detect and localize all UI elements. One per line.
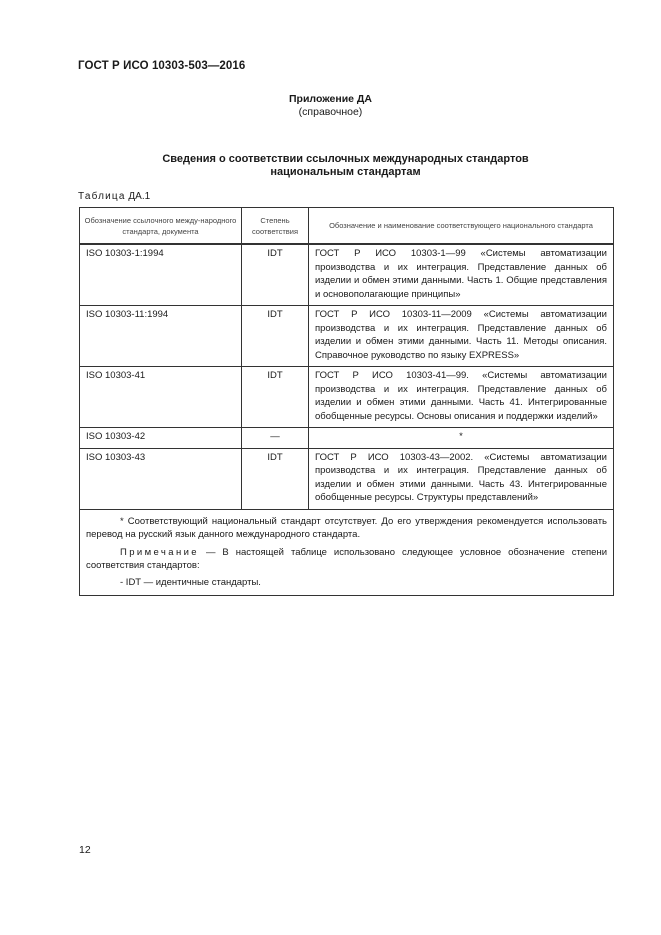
section-title xyxy=(0,153,661,179)
table-footer-row xyxy=(80,509,614,595)
degree-cell: IDT xyxy=(242,448,309,509)
note-list-item: - IDT — идентичные стандарты. xyxy=(120,576,261,588)
table-row xyxy=(80,367,614,428)
appendix-title: Приложение ДА xyxy=(289,93,372,105)
appendix-heading xyxy=(0,93,661,119)
note-text: — В настоящей таблице использовано следующее условное обозначение степени соответствия стандартов: xyxy=(86,546,607,571)
correspondence-table xyxy=(79,207,614,596)
national-standard-cell: ГОСТ Р ИСО 10303-43—2002. «Системы автоматизации производства и их интеграция. Представление данных об изделии и обмен этими данными. Часть 43. Интегрированные обобщенные ресурсы. Структуры представлений» xyxy=(309,448,614,509)
section-title-line2: национальным стандартам xyxy=(270,166,421,178)
footnote: * Соответствующий национальный стандарт отсутствует. До его утверждения рекомендуется использовать перевод на русский язык данного международного стандарта. xyxy=(86,515,607,540)
note-label: Примечание xyxy=(120,546,199,558)
header-ref-standard-label: Обозначение ссылочного междy-народного стандарта, документа xyxy=(84,215,237,236)
note xyxy=(86,546,607,572)
page-number: 12 xyxy=(79,844,91,856)
header-ref-standard xyxy=(80,208,242,245)
national-standard-cell: ГОСТ Р ИСО 10303-1—99 «Системы автоматизации производства и их интеграция. Представление данных об изделии и обмен этими данными. Часть 1. Общие представления и основополагающие принципы» xyxy=(309,244,614,306)
ref-standard-cell: ISO 10303-42 xyxy=(80,428,242,449)
degree-cell: — xyxy=(242,428,309,449)
table-header-row xyxy=(80,208,614,245)
table-footer xyxy=(80,509,614,595)
table-row xyxy=(80,448,614,509)
ref-standard-cell: ISO 10303-1:1994 xyxy=(80,244,242,306)
document-designation: ГОСТ Р ИСО 10303-503—2016 xyxy=(78,60,246,72)
header-degree xyxy=(242,208,309,245)
table-row xyxy=(80,244,614,306)
table-caption-number: ДА.1 xyxy=(125,191,151,202)
table-caption-word: Таблица xyxy=(78,191,126,202)
header-national-standard xyxy=(309,208,614,245)
table-row xyxy=(80,306,614,367)
table-caption xyxy=(78,191,150,202)
national-standard-cell: ГОСТ Р ИСО 10303-41—99. «Системы автоматизации производства и их интеграция. Представление данных об изделии и обмен этими данными. Часть 41. Интегрированные обобщенные ресурсы. Основы описания и поддержки изделий» xyxy=(309,367,614,428)
table-row xyxy=(80,428,614,449)
degree-cell: IDT xyxy=(242,306,309,367)
header-national-standard-label: Обозначение и наименование соответствующего национального стандарта xyxy=(329,221,593,230)
section-title-line1: Сведения о соответствии ссылочных международных стандартов xyxy=(162,153,529,165)
ref-standard-cell: ISO 10303-11:1994 xyxy=(80,306,242,367)
national-standard-cell: * xyxy=(309,428,614,449)
header-degree-label: Степень соответствия xyxy=(251,215,299,236)
degree-cell: IDT xyxy=(242,244,309,306)
degree-cell: IDT xyxy=(242,367,309,428)
ref-standard-cell: ISO 10303-43 xyxy=(80,448,242,509)
national-standard-cell: ГОСТ Р ИСО 10303-11—2009 «Системы автоматизации производства и их интеграция. Представление данных об изделии и обмен этими данными. Часть 11. Методы описания. Справочное руководство по языку EXPRESS» xyxy=(309,306,614,367)
appendix-subtitle: (справочное) xyxy=(298,106,363,118)
ref-standard-cell: ISO 10303-41 xyxy=(80,367,242,428)
